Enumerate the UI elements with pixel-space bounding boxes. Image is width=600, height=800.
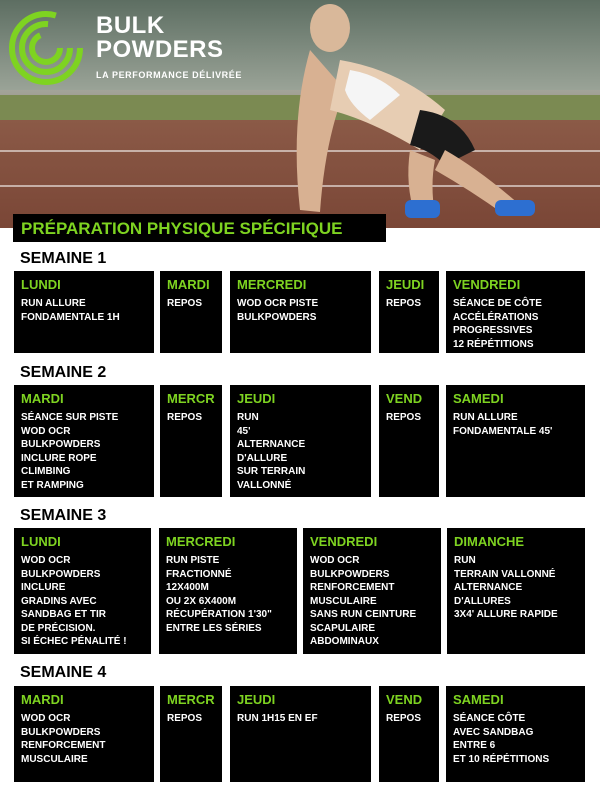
day-name: VEND: [386, 391, 423, 406]
activity-line: RUN: [454, 555, 476, 566]
activity-line: RUN 1H15 EN EF: [237, 713, 318, 724]
activity-line: OU 2X 6X400M: [166, 595, 237, 607]
activity-line: CLIMBING: [21, 466, 71, 477]
activity-line: REPOS: [167, 298, 203, 309]
week-3-day-card: [447, 528, 585, 654]
activity-line: RENFORCEMENT: [21, 740, 106, 751]
athlete-figure: [270, 0, 570, 228]
week-4-day-card: [446, 686, 585, 782]
activity-line: 45': [237, 425, 251, 437]
activity-line: ET RAMPING: [21, 479, 84, 491]
activity-line: PROGRESSIVES: [453, 325, 533, 336]
activity-line: BULKPOWDERS: [310, 568, 390, 580]
day-name: JEUDI: [386, 277, 425, 292]
day-name: SAMEDI: [453, 391, 504, 406]
program-title-bar: [13, 214, 386, 242]
activity-line: TERRAIN VALLONNÉ: [454, 568, 556, 580]
activity-line: WOD OCR PISTE: [237, 298, 319, 309]
day-name: MERCR: [167, 692, 215, 707]
activity-line: SUR TERRAIN: [237, 466, 306, 477]
week-1-day-card: [446, 271, 585, 353]
activity-line: SANS RUN CEINTURE: [310, 609, 417, 620]
activity-line: SÉANCE SUR PISTE: [21, 412, 119, 423]
activity-line: MUSCULAIRE: [21, 753, 88, 765]
week-3-label: SEMAINE 3: [20, 507, 107, 524]
day-name: VENDREDI: [310, 534, 378, 549]
day-name: MARDI: [21, 692, 64, 707]
activity-line: ALTERNANCE: [454, 582, 523, 593]
activity-line: BULKPOWDERS: [237, 311, 317, 323]
activity-line: 12 RÉPÉTITIONS: [453, 338, 534, 350]
brand-name-line1: BULK: [96, 12, 165, 39]
activity-line: RUN ALLURE: [453, 412, 518, 423]
activity-line: AVEC SANDBAG: [453, 726, 534, 738]
week-3-day-card: [14, 528, 151, 654]
activity-line: REPOS: [167, 713, 203, 724]
activity-line: BULKPOWDERS: [21, 726, 101, 738]
activity-line: RUN: [237, 412, 259, 423]
activity-line: SÉANCE DE CÔTE: [453, 298, 542, 309]
week-4-label: SEMAINE 4: [20, 664, 107, 681]
day-name: VEND: [386, 692, 423, 707]
week-3-day-card: [303, 528, 441, 654]
activity-line: WOD OCR: [310, 555, 360, 566]
week-2-day-card: [446, 385, 585, 497]
day-name: MERCREDI: [237, 277, 307, 292]
week-4-day-card: [379, 686, 439, 782]
week-4-day-card: [160, 686, 222, 782]
day-name: LUNDI: [21, 534, 61, 549]
week-4-day-card: [230, 686, 371, 782]
day-name: MERCR: [167, 391, 215, 406]
activity-line: ENTRE LES SÉRIES: [166, 622, 262, 634]
week-2-day-card: [160, 385, 222, 497]
activity-line: ALTERNANCE: [237, 439, 306, 450]
activity-line: D'ALLURE: [237, 452, 288, 464]
activity-line: REPOS: [386, 412, 422, 423]
week-1-day-card: [230, 271, 371, 353]
week-1-day-card: [379, 271, 439, 353]
week-1-day-card: [14, 271, 154, 353]
activity-line: BULKPOWDERS: [21, 439, 101, 450]
week-1-day-card: [160, 271, 222, 353]
activity-line: FONDAMENTALE 1H: [21, 311, 120, 323]
week-2-label: SEMAINE 2: [20, 364, 107, 381]
activity-line: RUN PISTE: [166, 555, 220, 566]
program-title: PRÉPARATION PHYSIQUE SPÉCIFIQUE: [21, 219, 343, 238]
day-name: JEUDI: [237, 692, 276, 707]
activity-line: RENFORCEMENT: [310, 582, 395, 593]
week-3-day-card: [159, 528, 297, 654]
activity-line: BULKPOWDERS: [21, 568, 101, 580]
activity-line: 3X4' ALLURE RAPIDE: [454, 609, 558, 620]
day-name: SAMEDI: [453, 692, 504, 707]
activity-line: REPOS: [386, 713, 422, 724]
brand-tagline: LA PERFORMANCE DÉLIVRÉE: [96, 70, 242, 80]
hero-photo: [0, 0, 600, 228]
activity-line: MUSCULAIRE: [310, 595, 377, 607]
activity-line: WOD OCR: [21, 713, 71, 724]
day-name: MERCREDI: [166, 534, 236, 549]
activity-line: ABDOMINAUX: [310, 636, 379, 647]
logo-rings-icon: [8, 8, 88, 88]
activity-line: D'ALLURES: [454, 595, 511, 607]
activity-line: RÉCUPÉRATION 1'30": [166, 609, 272, 620]
day-name: LUNDI: [21, 277, 61, 292]
activity-line: REPOS: [167, 412, 203, 423]
day-name: MARDI: [21, 391, 64, 406]
bulkpowders-logo: [8, 8, 248, 88]
activity-line: SÉANCE CÔTE: [453, 713, 526, 724]
day-name: DIMANCHE: [454, 534, 525, 549]
activity-line: FONDAMENTALE 45': [453, 425, 553, 437]
activity-line: DE PRÉCISION.: [21, 622, 96, 634]
activity-line: SI ÉCHEC PÉNALITÉ !: [21, 636, 127, 647]
activity-line: REPOS: [386, 298, 422, 309]
activity-line: WOD OCR: [21, 555, 71, 566]
activity-line: GRADINS AVEC: [21, 595, 97, 607]
activity-line: VALLONNÉ: [237, 479, 292, 491]
activity-line: WOD OCR: [21, 425, 71, 437]
week-2-day-card: [14, 385, 154, 497]
activity-line: 12X400M: [166, 582, 209, 593]
week-4-day-card: [14, 686, 154, 782]
activity-line: ENTRE 6: [453, 740, 496, 751]
week-1-label: SEMAINE 1: [20, 250, 107, 267]
activity-line: INCLURE ROPE: [21, 452, 97, 464]
week-2-day-card: [379, 385, 439, 497]
day-name: JEUDI: [237, 391, 276, 406]
activity-line: SANDBAG ET TIR: [21, 609, 106, 620]
activity-line: RUN ALLURE: [21, 298, 86, 309]
activity-line: ACCÉLÉRATIONS: [453, 311, 539, 323]
brand-name-line2: POWDERS: [96, 36, 224, 63]
activity-line: ET 10 RÉPÉTITIONS: [453, 753, 550, 765]
activity-line: FRACTIONNÉ: [166, 568, 232, 580]
week-2-day-card: [230, 385, 371, 497]
activity-line: SCAPULAIRE: [310, 622, 376, 634]
day-name: MARDI: [167, 277, 210, 292]
day-name: VENDREDI: [453, 277, 521, 292]
activity-line: INCLURE: [21, 582, 66, 593]
